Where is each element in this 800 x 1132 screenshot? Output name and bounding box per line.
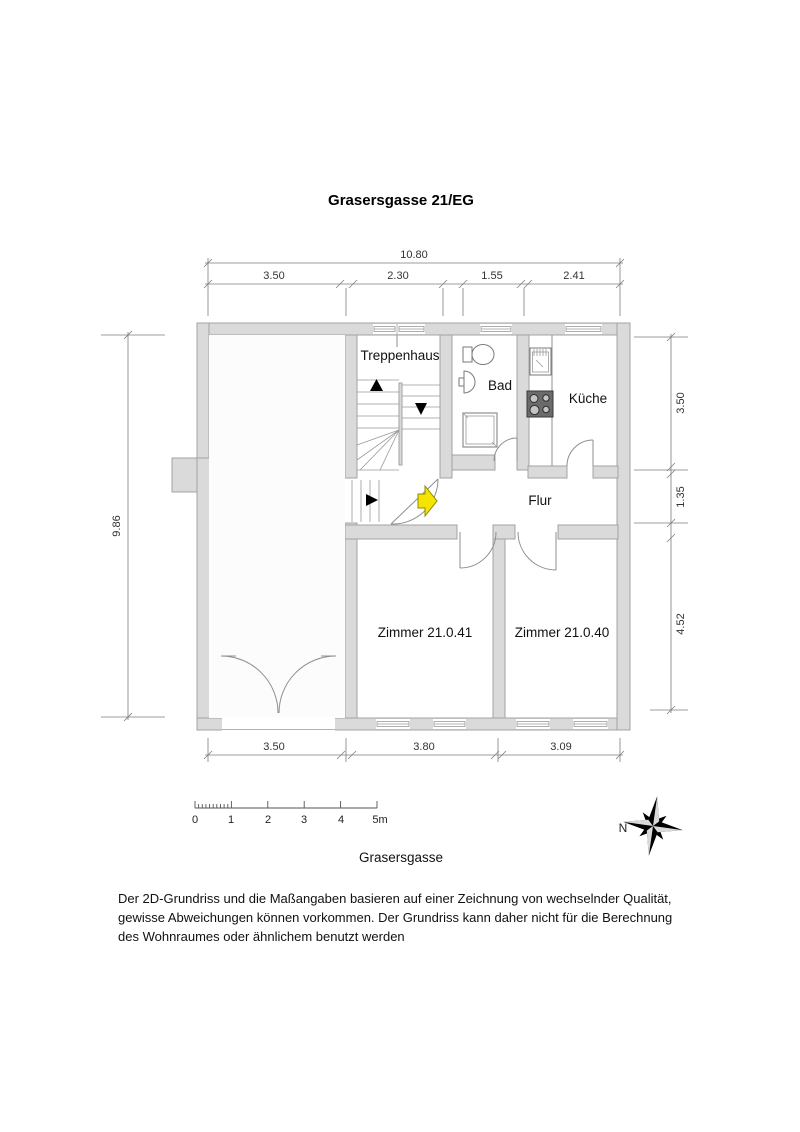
disclaimer-line-1: Der 2D-Grundriss und die Maßangaben basieren auf einer Zeichnung von wechselnder Qualität, — [118, 891, 672, 906]
dimension-right-seg2: 1.35 — [675, 486, 687, 508]
staircase — [357, 379, 440, 470]
dimension-bottom-seg2: 3.80 — [413, 741, 435, 753]
dimension-top-seg1: 3.50 — [263, 270, 285, 282]
toilet-icon — [463, 345, 494, 365]
dimension-chain-top — [204, 249, 624, 316]
scale-bar — [192, 801, 388, 826]
dimension-top-seg2: 2.30 — [387, 270, 409, 282]
left-room-floor — [209, 335, 345, 718]
dimension-chain-right — [634, 333, 688, 714]
window — [376, 719, 410, 729]
disclaimer-line-3: des Wohnraumes oder ähnlichem benutzt werden — [118, 929, 405, 944]
room-label-room41: Zimmer 21.0.41 — [377, 625, 473, 640]
scale-label-1: 1 — [227, 814, 235, 826]
scale-label-2: 2 — [264, 814, 272, 826]
dimension-chain-bottom — [204, 738, 624, 762]
dimension-bottom-seg1: 3.50 — [263, 741, 285, 753]
dimension-chain-left — [101, 331, 165, 721]
stair-down-arrow-icon — [415, 403, 427, 415]
dimension-bottom-seg3: 3.09 — [550, 741, 572, 753]
dimension-right-seg3: 4.52 — [675, 613, 687, 635]
bath-fixtures — [459, 345, 497, 448]
compass-rose-icon — [619, 792, 687, 860]
room-label-bath: Bad — [487, 378, 513, 393]
disclaimer-line-2: gewisse Abweichungen können vorkommen. Der Grundriss kann daher nicht für die Berechnung — [118, 910, 673, 925]
door-arc — [518, 532, 556, 570]
scale-label-4: 4 — [337, 814, 345, 826]
compass-north-label: N — [618, 821, 628, 835]
steps-arrow-icon — [366, 494, 378, 506]
room-label-stairwell: Treppenhaus — [360, 348, 440, 363]
room-label-hall: Flur — [528, 493, 552, 508]
entry-steps — [352, 480, 379, 522]
scale-label-5m: 5m — [372, 814, 388, 826]
scale-label-3: 3 — [300, 814, 308, 826]
dimension-top-seg4: 2.41 — [563, 270, 585, 282]
stair-up-arrow-icon — [370, 379, 383, 391]
dimension-right-seg1: 3.50 — [675, 392, 687, 414]
window — [565, 324, 602, 334]
door-arc — [567, 440, 593, 466]
dimension-top-seg3: 1.55 — [481, 270, 503, 282]
window — [480, 324, 512, 334]
window — [516, 719, 550, 729]
entrance-arrow-icon — [418, 486, 437, 516]
disclaimer — [118, 891, 672, 944]
door-arc — [460, 532, 496, 568]
kitchen-sink-icon — [530, 348, 551, 375]
window — [433, 719, 466, 729]
kitchen-fixtures — [527, 335, 553, 466]
dimension-top-total: 10.80 — [400, 249, 428, 261]
street-label: Grasersgasse — [358, 850, 444, 865]
sink-icon — [459, 371, 475, 393]
page-title: Grasersgasse 21/EG — [328, 192, 474, 209]
gate-opening — [222, 717, 335, 731]
scale-label-0: 0 — [191, 814, 199, 826]
shower-icon — [463, 413, 497, 447]
stove-icon — [527, 391, 553, 417]
window — [373, 324, 396, 334]
window — [573, 719, 608, 729]
dimension-left-height: 9.86 — [111, 515, 123, 537]
room-label-room40: Zimmer 21.0.40 — [514, 625, 610, 640]
room-label-kitchen: Küche — [568, 391, 608, 406]
window — [398, 324, 425, 334]
